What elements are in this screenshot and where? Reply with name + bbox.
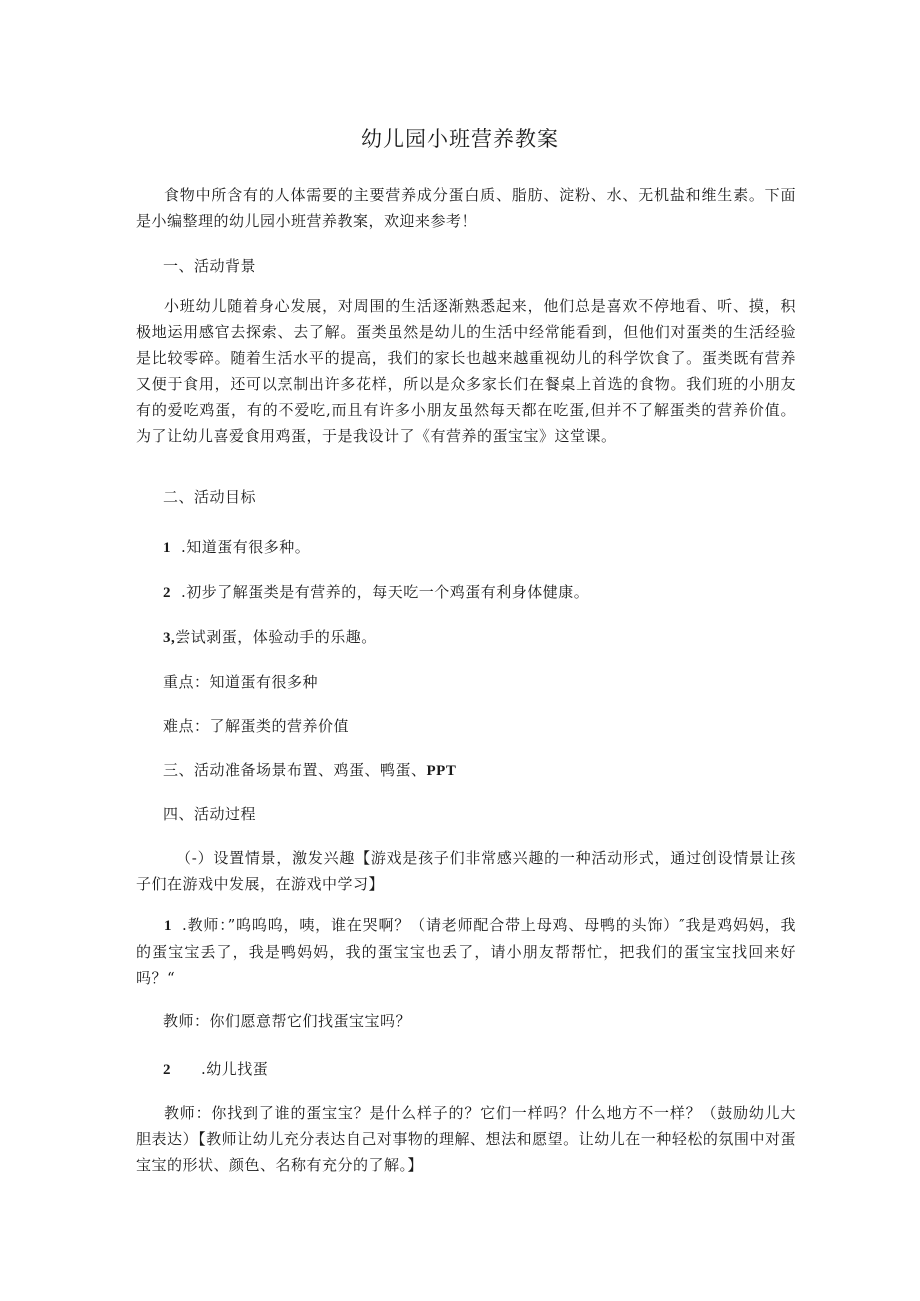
document-title: 幼儿园小班营养教案 bbox=[361, 127, 559, 151]
process-step-1: （-）设置情景，激发兴趣【游戏是孩子们非常感兴趣的一种活动形式，通过创设情景让孩子们在游戏中发展，在游戏中学习】 bbox=[136, 849, 796, 893]
item-number: 1 bbox=[164, 918, 172, 934]
goal-text: .初步了解蛋类是有营养的，每天吃一个鸡蛋有利身体健康。 bbox=[181, 583, 590, 601]
key-point: 重点：知道蛋有很多种 bbox=[163, 673, 319, 691]
item-text: .教师：”呜呜呜，咦，谁在哭啊？（请老师配合带上母鸡、母鸭的头饰）″我是鸡妈妈，我的蛋宝宝丢了，我是鸭妈妈，我的蛋宝宝也丢了，请小朋友帮帮忙，把我们的蛋宝宝找回来好吗？“ bbox=[136, 916, 796, 987]
goal-item-1 bbox=[163, 536, 310, 559]
difficulty-point: 难点：了解蛋类的营养价值 bbox=[163, 717, 350, 735]
goal-item-2 bbox=[163, 581, 589, 604]
teacher-question-2: 教师：你找到了谁的蛋宝宝？是什么样子的？它们一样吗？什么地方不一样？（鼓励幼儿大胆表达）【教师让幼儿充分表达自己对事物的理解、想法和愿望。让幼儿在一种轻松的氛围中对蛋宝宝的形状、颜色、名称有充分的了解。】 bbox=[136, 1104, 796, 1174]
goal-text: 尝试剥蛋，体验动手的乐趣。 bbox=[175, 628, 377, 646]
goal-number: 1 bbox=[163, 540, 171, 556]
section3-heading bbox=[163, 759, 456, 782]
section4-heading: 四、活动过程 bbox=[163, 805, 257, 823]
goal-text: .知道蛋有很多种。 bbox=[181, 538, 311, 556]
teacher-question: 教师：你们愿意帮它们找蛋宝宝吗？ bbox=[163, 1012, 412, 1030]
intro-paragraph: 食物中所含有的人体需要的主要营养成分蛋白质、脂肪、淀粉、水、无机盐和维生素。下面是小编整理的幼儿园小班营养教案，欢迎来参考！ bbox=[136, 186, 796, 230]
process-item-2 bbox=[163, 1058, 268, 1081]
preparation-text: 三、活动准备场景布置、鸡蛋、鸭蛋、 bbox=[163, 761, 427, 779]
section1-heading: 一、活动背景 bbox=[163, 257, 257, 275]
item-number: 2 bbox=[163, 1062, 171, 1078]
item-text: .幼儿找蛋 bbox=[201, 1060, 269, 1078]
goal-item-3 bbox=[163, 626, 377, 649]
goal-number: 2 bbox=[163, 585, 171, 601]
section1-body: 小班幼儿随着身心发展，对周围的生活逐渐熟悉起来，他们总是喜欢不停地看、听、摸，积极地运用感官去探索、去了解。蛋类虽然是幼儿的生活中经常能看到，但他们对蛋类的生活经验是比较零碎。随着生活水平的提高，我们的家长也越来越重视幼儿的科学饮食了。蛋类既有营养又便于食用，还可以烹制出许多花样，所以是众多家长们在餐桌上首选的食物。我们班的小朋友有的爱吃鸡蛋，有的不爱吃,而且有许多小朋友虽然每天都在吃蛋,但并不了解蛋类的营养价值。为了让幼儿喜爱食用鸡蛋，于是我设计了《有营养的蛋宝宝》这堂课。 bbox=[136, 297, 796, 445]
section2-heading: 二、活动目标 bbox=[163, 488, 257, 506]
process-item-1 bbox=[136, 912, 796, 991]
goal-number: 3, bbox=[163, 630, 176, 646]
ppt-label: PPT bbox=[426, 763, 457, 779]
